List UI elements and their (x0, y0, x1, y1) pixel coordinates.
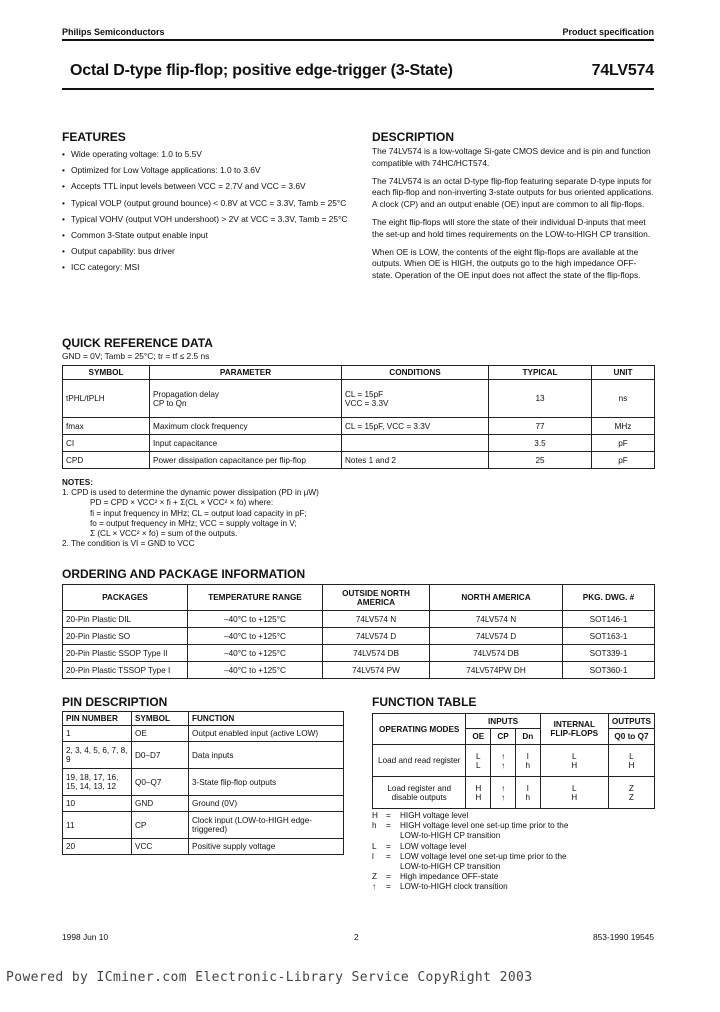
temp-cell: –40°C to +125°C (188, 645, 323, 662)
internal-header: INTERNAL FLIP-FLOPS (540, 714, 608, 745)
dn-value: l (526, 783, 529, 793)
function-table-legend (372, 811, 662, 893)
feature-item: • Common 3-State output enable input (62, 230, 354, 241)
q-value: H (628, 760, 635, 770)
unit-cell: pF (592, 435, 655, 452)
notes-label: NOTES: (62, 478, 93, 487)
function-cell: Clock input (LOW-to-HIGH edge-triggered) (189, 812, 344, 839)
legend-equals: = (386, 841, 391, 851)
parameter-cell: Maximum clock frequency (150, 418, 342, 435)
footer-date: 1998 Jun 10 (62, 932, 109, 942)
symbol-cell: GND (132, 796, 189, 812)
parameter-cell: Input capacitance (150, 435, 342, 452)
na-cell: 74LV574PW DH (430, 662, 563, 679)
legend-item (372, 852, 662, 862)
legend-key: l (372, 851, 374, 861)
description-heading: DESCRIPTION (372, 130, 455, 144)
function-cell: Output enabled input (active LOW) (189, 726, 344, 742)
dn-value: l (526, 751, 529, 761)
col-header: SYMBOL (132, 712, 189, 726)
q-cell (608, 745, 654, 777)
ff-cell (540, 745, 608, 777)
col-header: PKG. DWG. # (563, 585, 655, 611)
dn-cell (515, 745, 540, 777)
condition-line: CL = 15pF (345, 389, 384, 399)
table-row (63, 380, 655, 418)
inputs-header: INPUTS (466, 714, 540, 729)
dwg-cell: SOT339-1 (563, 645, 655, 662)
parameter-line: CP to Qn (153, 398, 187, 408)
note-line: PD = CPD × VCC² × fi + Σ(CL × VCC² × fo) where: (90, 498, 274, 508)
typical-cell: 25 (489, 452, 592, 469)
symbol-cell: CP (132, 812, 189, 839)
legend-text: HIGH voltage level one set-up time prior to the (400, 821, 569, 831)
table-row (63, 611, 655, 628)
outside-na-cell: 74LV574 PW (323, 662, 430, 679)
note-line: 2. The condition is VI = GND to VCC (62, 539, 195, 549)
table-row (63, 726, 344, 742)
quick-reference-table (62, 365, 655, 469)
note-line: 1. CPD is used to determine the dynamic power dissipation (PD in μW) (62, 488, 319, 498)
table-row (63, 839, 344, 855)
dwg-cell: SOT146-1 (563, 611, 655, 628)
legend-key: H (372, 811, 378, 820)
symbol-cell: CI (63, 435, 150, 452)
q-cell (608, 777, 654, 809)
col-header: PARAMETER (150, 366, 342, 380)
col-header: PACKAGES (63, 585, 188, 611)
feature-item: • Output capability: bus driver (62, 246, 354, 257)
title-rule (62, 88, 654, 90)
q-value: Z (628, 783, 634, 793)
conditions-cell: CL = 15pF, VCC = 3.3V (342, 418, 489, 435)
unit-cell: ns (592, 380, 655, 418)
function-cell: Data inputs (189, 742, 344, 769)
outputs-header: OUTPUTS (608, 714, 654, 729)
table-row (63, 645, 655, 662)
cp-value: ↑ (501, 792, 506, 802)
table-row (63, 662, 655, 679)
ff-value: L (571, 751, 577, 761)
mode-cell: Load register and disable outputs (373, 777, 466, 809)
col-header: SYMBOL (63, 366, 150, 380)
legend-equals: = (386, 851, 391, 861)
outside-na-cell: 74LV574 D (323, 628, 430, 645)
function-cell: Ground (0V) (189, 796, 344, 812)
na-cell: 74LV574 DB (430, 645, 563, 662)
legend-key: ↑ (372, 882, 377, 892)
symbol-cell: fmax (63, 418, 150, 435)
parameter-line: Propagation delay (153, 389, 220, 399)
cp-value: ↑ (501, 783, 506, 793)
symbol-cell: tPHL/tPLH (63, 380, 150, 418)
outside-na-cell: 74LV574 N (323, 611, 430, 628)
typical-cell: 3.5 (489, 435, 592, 452)
ordering-table (62, 584, 655, 679)
note-line: fo = output frequency in MHz; VCC = supply voltage in V; (90, 518, 297, 528)
cp-value: ↑ (501, 751, 506, 761)
oe-value: L (476, 751, 481, 761)
q-value: L (629, 751, 634, 761)
legend-key: Z (372, 872, 378, 882)
table-row (373, 777, 655, 809)
temp-cell: –40°C to +125°C (188, 628, 323, 645)
legend-continuation: LOW-to-HIGH CP transition (400, 862, 501, 872)
function-cell: 3-State flip-flop outputs (189, 769, 344, 796)
pin-description-heading: PIN DESCRIPTION (62, 695, 168, 709)
unit-cell: MHz (592, 418, 655, 435)
dn-value: h (525, 760, 531, 770)
legend-text: HIGH voltage level (400, 811, 469, 820)
feature-item: • Optimized for Low Voltage applications: 1.0 to 3.6V (62, 165, 354, 176)
col-header: TEMPERATURE RANGE (188, 585, 323, 611)
ordering-heading: ORDERING AND PACKAGE INFORMATION (62, 567, 306, 581)
legend-equals: = (386, 872, 391, 882)
note-line: fi = input frequency in MHz; CL = output load capacity in pF; (90, 508, 307, 518)
description-paragraph: The 74LV574 is a low-voltage Si-gate CMOS device and is pin and function compatible with 74HC/HCT574. (372, 146, 651, 168)
conditions-cell (342, 435, 489, 452)
package-cell: 20-Pin Plastic SO (63, 628, 188, 645)
oe-value: H (475, 783, 482, 793)
table-row (63, 769, 344, 796)
legend-item (372, 872, 662, 882)
table-row (63, 418, 655, 435)
col-header: FUNCTION (189, 712, 344, 726)
description-paragraph: The eight flip-flops will store the state of their individual D-inputs that meet the set-up and hold times requirements on the LOW-to-HIGH CP transition. (372, 216, 651, 239)
temp-cell: –40°C to +125°C (188, 662, 323, 679)
pin-description-table (62, 711, 344, 855)
parameter-cell (150, 380, 342, 418)
oe-value: H (475, 792, 482, 802)
legend-text: LOW voltage level (400, 841, 467, 851)
legend-continuation: LOW-to-HIGH CP transition (400, 831, 501, 841)
legend-equals: = (386, 811, 391, 820)
pin-number-cell: 20 (63, 839, 132, 855)
table-row (63, 628, 655, 645)
footer-page-number: 2 (354, 932, 359, 942)
description-paragraph: The 74LV574 is an octal D-type flip-flop featuring separate D-type inputs for each flip-flop and non-inverting 3-state outputs for bus oriented applications. A clock (CP) and an output enable (OE) input are common to all flip-flops. (372, 175, 654, 210)
col-header: CONDITIONS (342, 366, 489, 380)
legend-item (372, 842, 662, 852)
dwg-cell: SOT163-1 (563, 628, 655, 645)
part-number: 74LV574 (591, 62, 654, 79)
quick-reference-conditions: GND = 0V; Tamb = 25°C; tr = tf ≤ 2.5 ns (62, 351, 210, 361)
legend-key: L (372, 841, 377, 851)
feature-item: • Wide operating voltage: 1.0 to 5.5V (62, 149, 354, 160)
table-row (63, 812, 344, 839)
pin-number-cell: 2, 3, 4, 5, 6, 7, 8, 9 (63, 742, 132, 769)
condition-line: VCC = 3.3V (345, 398, 389, 408)
outside-na-cell: 74LV574 DB (323, 645, 430, 662)
ff-value: L (571, 783, 577, 793)
oe-header: OE (466, 729, 491, 745)
ff-value: H (571, 760, 578, 770)
oe-cell (466, 745, 491, 777)
features-heading: FEATURES (62, 130, 126, 144)
legend-item (372, 821, 662, 831)
ff-cell (540, 777, 608, 809)
ff-value: H (571, 792, 578, 802)
col-header: TYPICAL (489, 366, 592, 380)
q-header: Q0 to Q7 (608, 729, 654, 745)
conditions-cell (342, 380, 489, 418)
oe-cell (466, 777, 491, 809)
dn-cell (515, 777, 540, 809)
legend-key: h (372, 821, 377, 831)
table-row (63, 452, 655, 469)
table-row (63, 435, 655, 452)
dwg-cell: SOT360-1 (563, 662, 655, 679)
symbol-cell: CPD (63, 452, 150, 469)
temp-cell: –40°C to +125°C (188, 611, 323, 628)
description-paragraph: When OE is LOW, the contents of the eight flip-flops are available at the outputs. When OE is HIGH, the outputs go to the high impedance OFF-state. Operation of the OE input does not affect the state of the flip-flops. (372, 246, 641, 281)
note-line: Σ (CL × VCC² × fo) = sum of the outputs. (90, 529, 238, 539)
features-list (62, 149, 354, 279)
col-header: PIN NUMBER (63, 712, 132, 726)
package-cell: 20-Pin Plastic SSOP Type II (63, 645, 188, 662)
table-row (63, 742, 344, 769)
col-header: NORTH AMERICA (430, 585, 563, 611)
na-cell: 74LV574 N (430, 611, 563, 628)
package-cell: 20-Pin Plastic TSSOP Type I (63, 662, 188, 679)
pin-number-cell: 19, 18, 17, 16, 15, 14, 13, 12 (63, 769, 132, 796)
quick-reference-heading: QUICK REFERENCE DATA (62, 336, 213, 350)
q-value: Z (628, 792, 634, 802)
document-type: Product specification (562, 27, 654, 37)
cp-cell (491, 777, 516, 809)
symbol-cell: D0–D7 (132, 742, 189, 769)
mode-cell: Load and read register (373, 745, 466, 777)
table-row (63, 796, 344, 812)
symbol-cell: OE (132, 726, 189, 742)
legend-text: LOW voltage level one set-up time prior to the (400, 851, 567, 861)
cp-cell (491, 745, 516, 777)
oe-value: L (476, 760, 481, 770)
pin-number-cell: 11 (63, 812, 132, 839)
feature-item: • Typical VOLP (output ground bounce) < 0.8V at VCC = 3.3V, Tamb = 25°C (62, 198, 354, 209)
col-header: OUTSIDE NORTH AMERICA (323, 585, 430, 611)
page-title: Octal D-type flip-flop; positive edge-trigger (3-State) (70, 62, 453, 79)
conditions-cell: Notes 1 and 2 (342, 452, 489, 469)
modes-header: OPERATING MODES (373, 714, 466, 745)
function-cell: Positive supply voltage (189, 839, 344, 855)
na-cell: 74LV574 D (430, 628, 563, 645)
footer-document-number: 853-1990 19545 (592, 932, 654, 942)
company-name: Philips Semiconductors (62, 27, 165, 37)
legend-item (372, 882, 662, 892)
dn-value: h (525, 792, 531, 802)
legend-equals: = (386, 821, 391, 831)
feature-item: • ICC category: MSI (62, 262, 354, 273)
feature-item: • Typical VOHV (output VOH undershoot) > 2V at VCC = 3.3V, Tamb = 25°C (62, 214, 354, 225)
unit-cell: pF (592, 452, 655, 469)
legend-text: High impedance OFF-state (400, 872, 499, 882)
legend-equals: = (386, 882, 391, 892)
cp-header: CP (491, 729, 516, 745)
symbol-cell: Q0–Q7 (132, 769, 189, 796)
package-cell: 20-Pin Plastic DIL (63, 611, 188, 628)
function-table-heading: FUNCTION TABLE (372, 695, 477, 709)
pin-number-cell: 10 (63, 796, 132, 812)
dn-header: Dn (515, 729, 540, 745)
symbol-cell: VCC (132, 839, 189, 855)
powered-by-watermark: Powered by ICminer.com Electronic-Library Service CopyRight 2003 (6, 970, 533, 985)
function-table (372, 713, 655, 809)
typical-cell: 13 (489, 380, 592, 418)
parameter-cell: Power dissipation capacitance per flip-flop (150, 452, 342, 469)
col-header: UNIT (592, 366, 655, 380)
cp-value: ↑ (501, 760, 506, 770)
legend-text: LOW-to-HIGH clock transition (400, 882, 508, 892)
legend-item (372, 811, 662, 821)
typical-cell: 77 (489, 418, 592, 435)
header-rule (62, 39, 654, 41)
pin-number-cell: 1 (63, 726, 132, 742)
table-row (373, 745, 655, 777)
quick-reference-notes (62, 478, 362, 549)
feature-item: • Accepts TTL input levels between VCC = 2.7V and VCC = 3.6V (62, 181, 354, 192)
description-body (372, 146, 656, 288)
